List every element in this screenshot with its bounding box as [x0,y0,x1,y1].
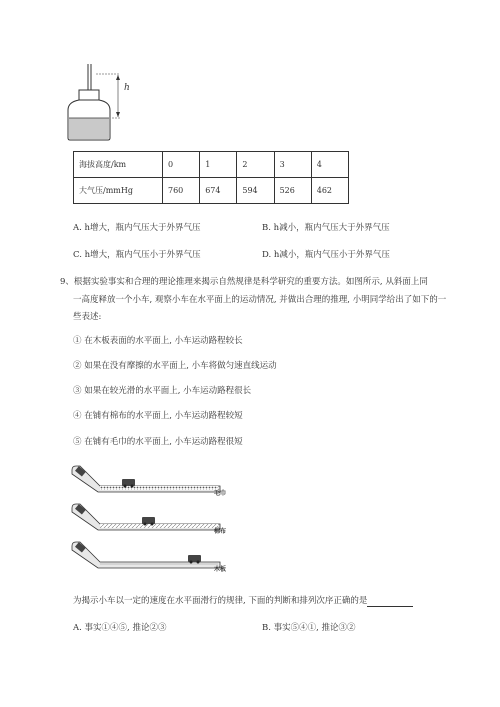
table-cell: 1 [200,152,237,178]
table-cell: 594 [237,178,274,204]
row-header: 海拔高度/km [74,152,163,178]
table-row [74,152,349,178]
table-cell: 674 [200,178,237,204]
table-cell: 526 [274,178,311,204]
q9-option-b: B. 事实⑤④①, 推论③② [262,623,356,633]
table-cell: 760 [163,178,200,204]
h-label: h [124,83,130,93]
answer-blank [367,597,413,607]
label-wood: 木板 [214,566,227,573]
statement-1: ① 在木板表面的水平面上, 小车运动路程较长 [73,336,243,346]
label-towel: 毛巾 [214,490,227,497]
table-cell: 0 [163,152,200,178]
q9-question [73,595,413,607]
table-row [74,178,349,204]
q9-stem-line: 些表述: [73,312,102,322]
q9-stem-line: 一高度释放一个小车, 观察小车在水平面上的运动情况, 并做出合理的推理, 小明同学给出了如下的一 [73,295,447,305]
q9-stem-line: 9、根据实验事实和合理的理论推理来揭示自然规律是科学研究的重要方法。如图所示, 从斜面上同 [60,277,428,287]
incline-experiment-figure [70,462,230,580]
label-cloth: 棉布 [214,528,227,535]
table-cell: 4 [311,152,348,178]
bottle-figure [60,62,140,144]
altitude-pressure-table [73,151,349,204]
statement-4: ④ 在铺有棉布的水平面上, 小车运动路程较短 [73,411,243,421]
q8-option-b: B. h减小，瓶内气压大于外界气压 [262,223,390,233]
statement-5: ⑤ 在铺有毛巾的水平面上, 小车运动路程很短 [73,437,243,447]
incline-setup-towel [72,466,220,492]
q9-option-a: A. 事实①④⑤, 推论②③ [73,623,167,633]
table-cell: 462 [311,178,348,204]
table-cell: 2 [237,152,274,178]
table-cell: 3 [274,152,311,178]
statement-2: ② 如果在没有摩擦的水平面上, 小车将做匀速直线运动 [73,361,277,371]
q9-question-text: 为揭示小车以一定的速度在水平面滑行的规律, 下面的判断和排列次序正确的是 [73,596,368,606]
q8-option-a: A. h增大，瓶内气压大于外界气压 [73,223,201,233]
q8-option-c: C. h增大，瓶内气压小于外界气压 [73,250,201,260]
incline-setup-cloth [72,504,220,530]
statement-3: ③ 如果在较光滑的水平面上, 小车运动路程很长 [73,386,252,396]
row-header: 大气压/mmHg [74,178,163,204]
incline-setup-wood [72,542,220,568]
q8-option-d: D. h减小，瓶内气压小于外界气压 [262,250,390,260]
